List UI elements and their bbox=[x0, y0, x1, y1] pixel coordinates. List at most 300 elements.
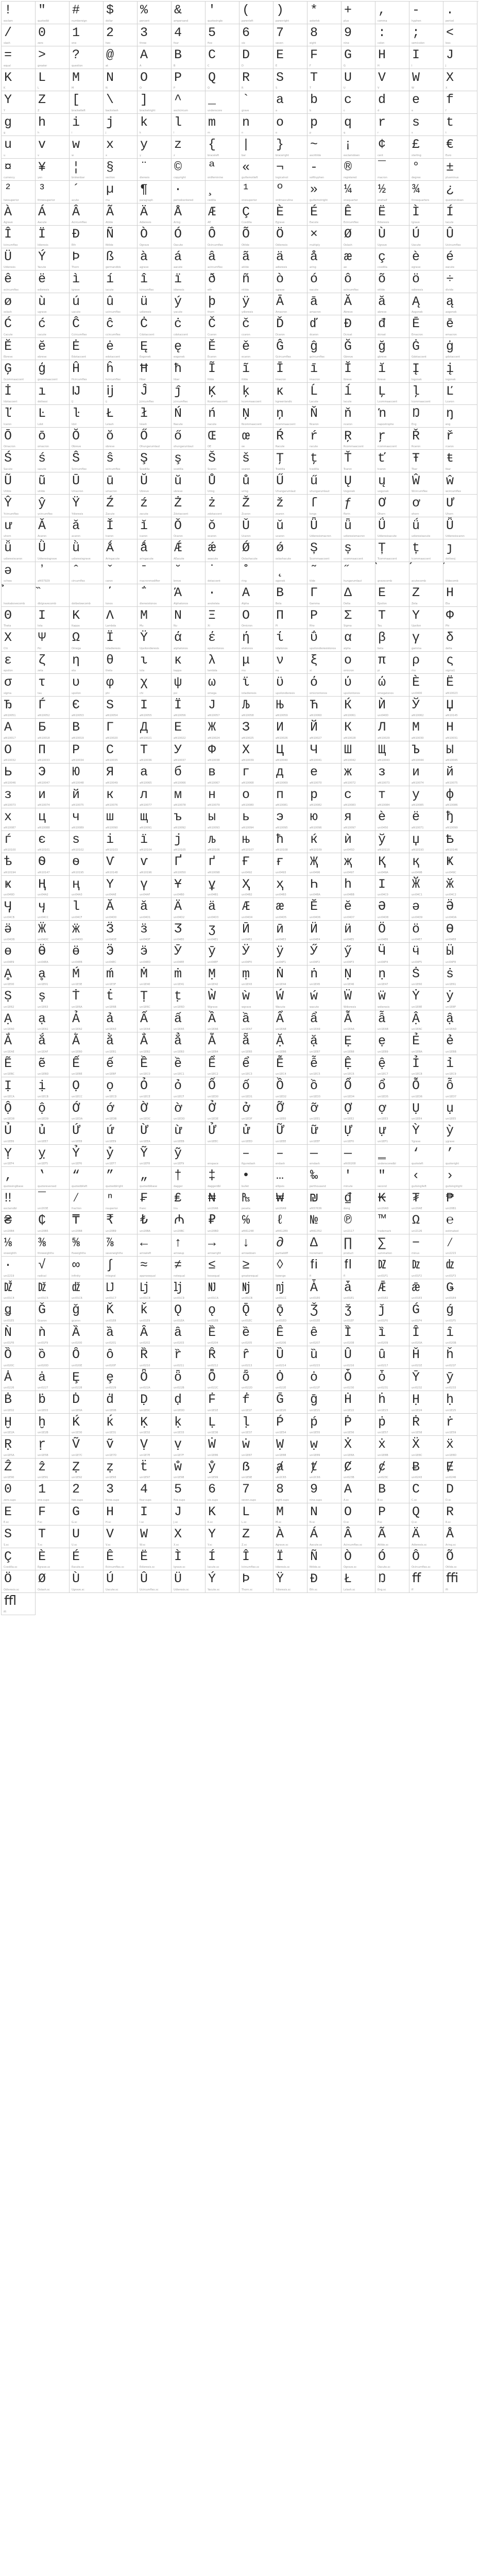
glyph-cell[interactable] bbox=[70, 831, 104, 854]
glyph-cell[interactable] bbox=[341, 943, 375, 965]
glyph-cell[interactable] bbox=[409, 1100, 443, 1123]
glyph-cell[interactable] bbox=[375, 786, 409, 809]
glyph-cell[interactable] bbox=[239, 988, 273, 1010]
glyph-cell[interactable] bbox=[341, 1122, 375, 1145]
glyph-cell[interactable] bbox=[138, 24, 172, 47]
glyph-cell[interactable] bbox=[70, 204, 104, 226]
glyph-cell[interactable] bbox=[341, 965, 375, 988]
glyph-cell[interactable] bbox=[2, 697, 36, 719]
glyph-cell[interactable] bbox=[2, 652, 36, 674]
glyph-cell[interactable] bbox=[307, 1190, 341, 1212]
glyph-cell[interactable] bbox=[70, 159, 104, 181]
glyph-cell[interactable] bbox=[70, 1145, 104, 1167]
glyph-cell[interactable] bbox=[70, 1526, 104, 1548]
glyph-cell[interactable] bbox=[375, 921, 409, 943]
glyph-cell[interactable] bbox=[2, 114, 36, 137]
glyph-cell[interactable] bbox=[36, 1122, 70, 1145]
glyph-cell[interactable] bbox=[239, 898, 273, 921]
glyph-cell[interactable] bbox=[375, 1077, 409, 1100]
glyph-cell[interactable] bbox=[375, 450, 409, 472]
glyph-cell[interactable] bbox=[375, 1167, 409, 1190]
glyph-cell[interactable] bbox=[2, 91, 36, 114]
glyph-cell[interactable] bbox=[409, 965, 443, 988]
glyph-cell[interactable] bbox=[36, 69, 70, 92]
glyph-cell[interactable] bbox=[307, 853, 341, 876]
glyph-cell[interactable] bbox=[206, 226, 239, 248]
glyph-cell[interactable] bbox=[307, 1414, 341, 1436]
glyph-cell[interactable] bbox=[206, 741, 239, 764]
glyph-cell[interactable] bbox=[138, 226, 172, 248]
glyph-cell[interactable] bbox=[206, 517, 239, 540]
glyph-cell[interactable] bbox=[2, 607, 36, 630]
glyph-cell[interactable] bbox=[273, 1257, 307, 1279]
glyph-cell[interactable] bbox=[307, 114, 341, 137]
glyph-cell[interactable] bbox=[409, 562, 443, 585]
glyph-cell[interactable] bbox=[375, 1526, 409, 1548]
glyph-cell[interactable] bbox=[206, 338, 239, 361]
glyph-cell[interactable] bbox=[206, 1526, 239, 1548]
glyph-cell[interactable] bbox=[104, 719, 138, 741]
glyph-cell[interactable] bbox=[307, 2, 341, 24]
glyph-cell[interactable] bbox=[172, 383, 206, 405]
glyph-cell[interactable] bbox=[104, 1145, 138, 1167]
glyph-cell[interactable] bbox=[273, 1100, 307, 1123]
glyph-cell[interactable] bbox=[307, 1234, 341, 1257]
glyph-cell[interactable] bbox=[138, 428, 172, 450]
glyph-cell[interactable] bbox=[2, 472, 36, 495]
glyph-cell[interactable] bbox=[273, 562, 307, 585]
glyph-cell[interactable] bbox=[273, 1459, 307, 1481]
glyph-cell[interactable] bbox=[70, 1190, 104, 1212]
glyph-cell[interactable] bbox=[138, 1548, 172, 1571]
glyph-cell[interactable] bbox=[341, 584, 375, 607]
glyph-cell[interactable] bbox=[172, 629, 206, 652]
glyph-cell[interactable] bbox=[239, 1077, 273, 1100]
glyph-cell[interactable] bbox=[206, 248, 239, 271]
glyph-cell[interactable] bbox=[443, 136, 477, 159]
glyph-cell[interactable] bbox=[443, 248, 477, 271]
glyph-cell[interactable] bbox=[70, 495, 104, 517]
glyph-cell[interactable] bbox=[375, 652, 409, 674]
glyph-cell[interactable] bbox=[104, 584, 138, 607]
glyph-cell[interactable] bbox=[2, 1346, 36, 1369]
glyph-cell[interactable] bbox=[104, 1212, 138, 1234]
glyph-cell[interactable] bbox=[138, 293, 172, 316]
glyph-cell[interactable] bbox=[239, 136, 273, 159]
glyph-cell[interactable] bbox=[70, 1234, 104, 1257]
glyph-cell[interactable] bbox=[375, 517, 409, 540]
glyph-cell[interactable] bbox=[104, 1570, 138, 1593]
glyph-cell[interactable] bbox=[307, 1077, 341, 1100]
glyph-cell[interactable] bbox=[375, 1436, 409, 1459]
glyph-cell[interactable] bbox=[172, 1234, 206, 1257]
glyph-cell[interactable] bbox=[239, 607, 273, 630]
glyph-cell[interactable] bbox=[206, 204, 239, 226]
glyph-cell[interactable] bbox=[206, 1190, 239, 1212]
glyph-cell[interactable] bbox=[138, 539, 172, 562]
glyph-cell[interactable] bbox=[206, 1010, 239, 1033]
glyph-cell[interactable] bbox=[273, 1055, 307, 1078]
glyph-cell[interactable] bbox=[70, 1279, 104, 1302]
glyph-cell[interactable] bbox=[341, 1234, 375, 1257]
glyph-cell[interactable] bbox=[375, 1055, 409, 1078]
glyph-cell[interactable] bbox=[341, 517, 375, 540]
glyph-cell[interactable] bbox=[172, 584, 206, 607]
glyph-cell[interactable] bbox=[206, 1369, 239, 1392]
glyph-cell[interactable] bbox=[307, 741, 341, 764]
glyph-cell[interactable] bbox=[341, 1526, 375, 1548]
glyph-cell[interactable] bbox=[104, 428, 138, 450]
glyph-cell[interactable] bbox=[239, 764, 273, 786]
glyph-cell[interactable] bbox=[239, 1548, 273, 1571]
glyph-cell[interactable] bbox=[172, 1324, 206, 1347]
glyph-cell[interactable] bbox=[206, 2, 239, 24]
glyph-cell[interactable] bbox=[138, 808, 172, 831]
glyph-cell[interactable] bbox=[70, 741, 104, 764]
glyph-cell[interactable] bbox=[36, 1369, 70, 1392]
glyph-cell[interactable] bbox=[273, 1167, 307, 1190]
glyph-cell[interactable] bbox=[341, 1055, 375, 1078]
glyph-cell[interactable] bbox=[104, 2, 138, 24]
glyph-cell[interactable] bbox=[443, 69, 477, 92]
glyph-cell[interactable] bbox=[2, 450, 36, 472]
glyph-cell[interactable] bbox=[172, 562, 206, 585]
glyph-cell[interactable] bbox=[307, 1369, 341, 1392]
glyph-cell[interactable] bbox=[36, 495, 70, 517]
glyph-cell[interactable] bbox=[172, 876, 206, 899]
glyph-cell[interactable] bbox=[273, 764, 307, 786]
glyph-cell[interactable] bbox=[104, 293, 138, 316]
glyph-cell[interactable] bbox=[443, 1122, 477, 1145]
glyph-cell[interactable] bbox=[138, 383, 172, 405]
glyph-cell[interactable] bbox=[104, 607, 138, 630]
glyph-cell[interactable] bbox=[138, 1234, 172, 1257]
glyph-cell[interactable] bbox=[2, 853, 36, 876]
glyph-cell[interactable] bbox=[443, 1369, 477, 1392]
glyph-cell[interactable] bbox=[239, 539, 273, 562]
glyph-cell[interactable] bbox=[36, 1346, 70, 1369]
glyph-cell[interactable] bbox=[443, 1032, 477, 1055]
glyph-cell[interactable] bbox=[70, 1503, 104, 1526]
glyph-cell[interactable] bbox=[206, 1077, 239, 1100]
glyph-cell[interactable] bbox=[409, 1122, 443, 1145]
glyph-cell[interactable] bbox=[341, 1077, 375, 1100]
glyph-cell[interactable] bbox=[104, 1301, 138, 1324]
glyph-cell[interactable] bbox=[443, 495, 477, 517]
glyph-cell[interactable] bbox=[172, 360, 206, 383]
glyph-cell[interactable] bbox=[409, 338, 443, 361]
glyph-cell[interactable] bbox=[307, 943, 341, 965]
glyph-cell[interactable] bbox=[36, 1436, 70, 1459]
glyph-cell[interactable] bbox=[172, 1055, 206, 1078]
glyph-cell[interactable] bbox=[341, 1032, 375, 1055]
glyph-cell[interactable] bbox=[239, 1436, 273, 1459]
glyph-cell[interactable] bbox=[104, 1414, 138, 1436]
glyph-cell[interactable] bbox=[2, 943, 36, 965]
glyph-cell[interactable] bbox=[443, 1279, 477, 1302]
glyph-cell[interactable] bbox=[239, 965, 273, 988]
glyph-cell[interactable] bbox=[138, 159, 172, 181]
glyph-cell[interactable] bbox=[36, 1167, 70, 1190]
glyph-cell[interactable] bbox=[341, 1503, 375, 1526]
glyph-cell[interactable] bbox=[172, 1145, 206, 1167]
glyph-cell[interactable] bbox=[239, 1279, 273, 1302]
glyph-cell[interactable] bbox=[206, 1570, 239, 1593]
glyph-cell[interactable] bbox=[239, 248, 273, 271]
glyph-cell[interactable] bbox=[409, 1010, 443, 1033]
glyph-cell[interactable] bbox=[2, 1481, 36, 1503]
glyph-cell[interactable] bbox=[273, 1548, 307, 1571]
glyph-cell[interactable] bbox=[104, 181, 138, 204]
glyph-cell[interactable] bbox=[307, 1526, 341, 1548]
glyph-cell[interactable] bbox=[307, 1010, 341, 1033]
glyph-cell[interactable] bbox=[409, 159, 443, 181]
glyph-cell[interactable] bbox=[341, 1570, 375, 1593]
glyph-cell[interactable] bbox=[36, 1190, 70, 1212]
glyph-cell[interactable] bbox=[70, 1032, 104, 1055]
glyph-cell[interactable] bbox=[239, 46, 273, 69]
glyph-cell[interactable] bbox=[375, 136, 409, 159]
glyph-cell[interactable] bbox=[375, 1391, 409, 1414]
glyph-cell[interactable] bbox=[2, 204, 36, 226]
glyph-cell[interactable] bbox=[273, 383, 307, 405]
glyph-cell[interactable] bbox=[341, 764, 375, 786]
glyph-cell[interactable] bbox=[273, 91, 307, 114]
glyph-cell[interactable] bbox=[375, 1459, 409, 1481]
glyph-cell[interactable] bbox=[341, 1548, 375, 1571]
glyph-cell[interactable] bbox=[70, 943, 104, 965]
glyph-cell[interactable] bbox=[307, 1212, 341, 1234]
glyph-cell[interactable] bbox=[409, 674, 443, 697]
glyph-cell[interactable] bbox=[307, 831, 341, 854]
glyph-cell[interactable] bbox=[36, 46, 70, 69]
glyph-cell[interactable] bbox=[2, 517, 36, 540]
glyph-cell[interactable] bbox=[341, 607, 375, 630]
glyph-cell[interactable] bbox=[273, 248, 307, 271]
glyph-cell[interactable] bbox=[36, 405, 70, 428]
glyph-cell[interactable] bbox=[341, 405, 375, 428]
glyph-cell[interactable] bbox=[443, 181, 477, 204]
glyph-cell[interactable] bbox=[2, 629, 36, 652]
glyph-cell[interactable] bbox=[172, 539, 206, 562]
glyph-cell[interactable] bbox=[104, 786, 138, 809]
glyph-cell[interactable] bbox=[206, 539, 239, 562]
glyph-cell[interactable] bbox=[409, 1570, 443, 1593]
glyph-cell[interactable] bbox=[206, 428, 239, 450]
glyph-cell[interactable] bbox=[273, 204, 307, 226]
glyph-cell[interactable] bbox=[70, 965, 104, 988]
glyph-cell[interactable] bbox=[273, 697, 307, 719]
glyph-cell[interactable] bbox=[239, 181, 273, 204]
glyph-cell[interactable] bbox=[70, 1369, 104, 1392]
glyph-cell[interactable] bbox=[409, 1055, 443, 1078]
glyph-cell[interactable] bbox=[2, 741, 36, 764]
glyph-cell[interactable] bbox=[36, 764, 70, 786]
glyph-cell[interactable] bbox=[443, 1257, 477, 1279]
glyph-cell[interactable] bbox=[307, 719, 341, 741]
glyph-cell[interactable] bbox=[70, 764, 104, 786]
glyph-cell[interactable] bbox=[307, 338, 341, 361]
glyph-cell[interactable] bbox=[409, 1167, 443, 1190]
glyph-cell[interactable] bbox=[36, 2, 70, 24]
glyph-cell[interactable] bbox=[172, 226, 206, 248]
glyph-cell[interactable] bbox=[409, 831, 443, 854]
glyph-cell[interactable] bbox=[443, 315, 477, 338]
glyph-cell[interactable] bbox=[138, 697, 172, 719]
glyph-cell[interactable] bbox=[138, 988, 172, 1010]
glyph-cell[interactable] bbox=[239, 741, 273, 764]
glyph-cell[interactable] bbox=[239, 383, 273, 405]
glyph-cell[interactable] bbox=[443, 1503, 477, 1526]
glyph-cell[interactable] bbox=[443, 338, 477, 361]
glyph-cell[interactable] bbox=[2, 181, 36, 204]
glyph-cell[interactable] bbox=[172, 159, 206, 181]
glyph-cell[interactable] bbox=[307, 495, 341, 517]
glyph-cell[interactable] bbox=[409, 472, 443, 495]
glyph-cell[interactable] bbox=[375, 1548, 409, 1571]
glyph-cell[interactable] bbox=[206, 1032, 239, 1055]
glyph-cell[interactable] bbox=[341, 472, 375, 495]
glyph-cell[interactable] bbox=[206, 383, 239, 405]
glyph-cell[interactable] bbox=[70, 428, 104, 450]
glyph-cell[interactable] bbox=[70, 629, 104, 652]
glyph-cell[interactable] bbox=[239, 114, 273, 137]
glyph-cell[interactable] bbox=[104, 898, 138, 921]
glyph-cell[interactable] bbox=[206, 136, 239, 159]
glyph-cell[interactable] bbox=[239, 1481, 273, 1503]
glyph-cell[interactable] bbox=[409, 1414, 443, 1436]
glyph-cell[interactable] bbox=[239, 338, 273, 361]
glyph-cell[interactable] bbox=[341, 338, 375, 361]
glyph-cell[interactable] bbox=[104, 450, 138, 472]
glyph-cell[interactable] bbox=[239, 584, 273, 607]
glyph-cell[interactable] bbox=[375, 764, 409, 786]
glyph-cell[interactable] bbox=[307, 46, 341, 69]
glyph-cell[interactable] bbox=[70, 517, 104, 540]
glyph-cell[interactable] bbox=[375, 1100, 409, 1123]
glyph-cell[interactable] bbox=[2, 898, 36, 921]
glyph-cell[interactable] bbox=[2, 1234, 36, 1257]
glyph-cell[interactable] bbox=[443, 226, 477, 248]
glyph-cell[interactable] bbox=[2, 786, 36, 809]
glyph-cell[interactable] bbox=[443, 562, 477, 585]
glyph-cell[interactable] bbox=[138, 1481, 172, 1503]
glyph-cell[interactable] bbox=[443, 1436, 477, 1459]
glyph-cell[interactable] bbox=[443, 943, 477, 965]
glyph-cell[interactable] bbox=[443, 674, 477, 697]
glyph-cell[interactable] bbox=[2, 539, 36, 562]
glyph-cell[interactable] bbox=[273, 495, 307, 517]
glyph-cell[interactable] bbox=[104, 1369, 138, 1392]
glyph-cell[interactable] bbox=[2, 1414, 36, 1436]
glyph-cell[interactable] bbox=[206, 69, 239, 92]
glyph-cell[interactable] bbox=[2, 1032, 36, 1055]
glyph-cell[interactable] bbox=[172, 1010, 206, 1033]
glyph-cell[interactable] bbox=[104, 1032, 138, 1055]
glyph-cell[interactable] bbox=[138, 181, 172, 204]
glyph-cell[interactable] bbox=[273, 360, 307, 383]
glyph-cell[interactable] bbox=[239, 1010, 273, 1033]
glyph-cell[interactable] bbox=[239, 495, 273, 517]
glyph-cell[interactable] bbox=[307, 898, 341, 921]
glyph-cell[interactable] bbox=[104, 1548, 138, 1571]
glyph-cell[interactable] bbox=[409, 1234, 443, 1257]
glyph-cell[interactable] bbox=[375, 831, 409, 854]
glyph-cell[interactable] bbox=[375, 472, 409, 495]
glyph-cell[interactable] bbox=[104, 831, 138, 854]
glyph-cell[interactable] bbox=[104, 1055, 138, 1078]
glyph-cell[interactable] bbox=[2, 315, 36, 338]
glyph-cell[interactable] bbox=[104, 248, 138, 271]
glyph-cell[interactable] bbox=[172, 741, 206, 764]
glyph-cell[interactable] bbox=[409, 383, 443, 405]
glyph-cell[interactable] bbox=[70, 383, 104, 405]
glyph-cell[interactable] bbox=[273, 674, 307, 697]
glyph-cell[interactable] bbox=[341, 562, 375, 585]
glyph-cell[interactable] bbox=[206, 1414, 239, 1436]
glyph-cell[interactable] bbox=[409, 921, 443, 943]
glyph-cell[interactable] bbox=[104, 1481, 138, 1503]
glyph-cell[interactable] bbox=[70, 1010, 104, 1033]
glyph-cell[interactable] bbox=[2, 248, 36, 271]
glyph-cell[interactable] bbox=[409, 1145, 443, 1167]
glyph-cell[interactable] bbox=[104, 270, 138, 293]
glyph-cell[interactable] bbox=[138, 629, 172, 652]
glyph-cell[interactable] bbox=[273, 159, 307, 181]
glyph-cell[interactable] bbox=[341, 315, 375, 338]
glyph-cell[interactable] bbox=[104, 1257, 138, 1279]
glyph-cell[interactable] bbox=[409, 741, 443, 764]
glyph-cell[interactable] bbox=[206, 405, 239, 428]
glyph-cell[interactable] bbox=[273, 517, 307, 540]
glyph-cell[interactable] bbox=[273, 741, 307, 764]
glyph-cell[interactable] bbox=[206, 495, 239, 517]
glyph-cell[interactable] bbox=[138, 1167, 172, 1190]
glyph-cell[interactable] bbox=[138, 674, 172, 697]
glyph-cell[interactable] bbox=[104, 315, 138, 338]
glyph-cell[interactable] bbox=[206, 965, 239, 988]
glyph-cell[interactable] bbox=[104, 988, 138, 1010]
glyph-cell[interactable] bbox=[2, 338, 36, 361]
glyph-cell[interactable] bbox=[443, 1055, 477, 1078]
glyph-cell[interactable] bbox=[341, 69, 375, 92]
glyph-cell[interactable] bbox=[138, 876, 172, 899]
glyph-cell[interactable] bbox=[307, 1100, 341, 1123]
glyph-cell[interactable] bbox=[104, 46, 138, 69]
glyph-cell[interactable] bbox=[443, 2, 477, 24]
glyph-cell[interactable] bbox=[70, 1346, 104, 1369]
glyph-cell[interactable] bbox=[409, 697, 443, 719]
glyph-cell[interactable] bbox=[375, 226, 409, 248]
glyph-cell[interactable] bbox=[443, 383, 477, 405]
glyph-cell[interactable] bbox=[36, 1548, 70, 1571]
glyph-cell[interactable] bbox=[375, 1279, 409, 1302]
glyph-cell[interactable] bbox=[273, 46, 307, 69]
glyph-cell[interactable] bbox=[206, 181, 239, 204]
glyph-cell[interactable] bbox=[307, 91, 341, 114]
glyph-cell[interactable] bbox=[239, 360, 273, 383]
glyph-cell[interactable] bbox=[36, 965, 70, 988]
glyph-cell[interactable] bbox=[341, 1167, 375, 1190]
glyph-cell[interactable] bbox=[36, 1279, 70, 1302]
glyph-cell[interactable] bbox=[138, 1503, 172, 1526]
glyph-cell[interactable] bbox=[36, 876, 70, 899]
glyph-cell[interactable] bbox=[443, 1526, 477, 1548]
glyph-cell[interactable] bbox=[172, 517, 206, 540]
glyph-cell[interactable] bbox=[36, 136, 70, 159]
glyph-cell[interactable] bbox=[375, 383, 409, 405]
glyph-cell[interactable] bbox=[409, 69, 443, 92]
